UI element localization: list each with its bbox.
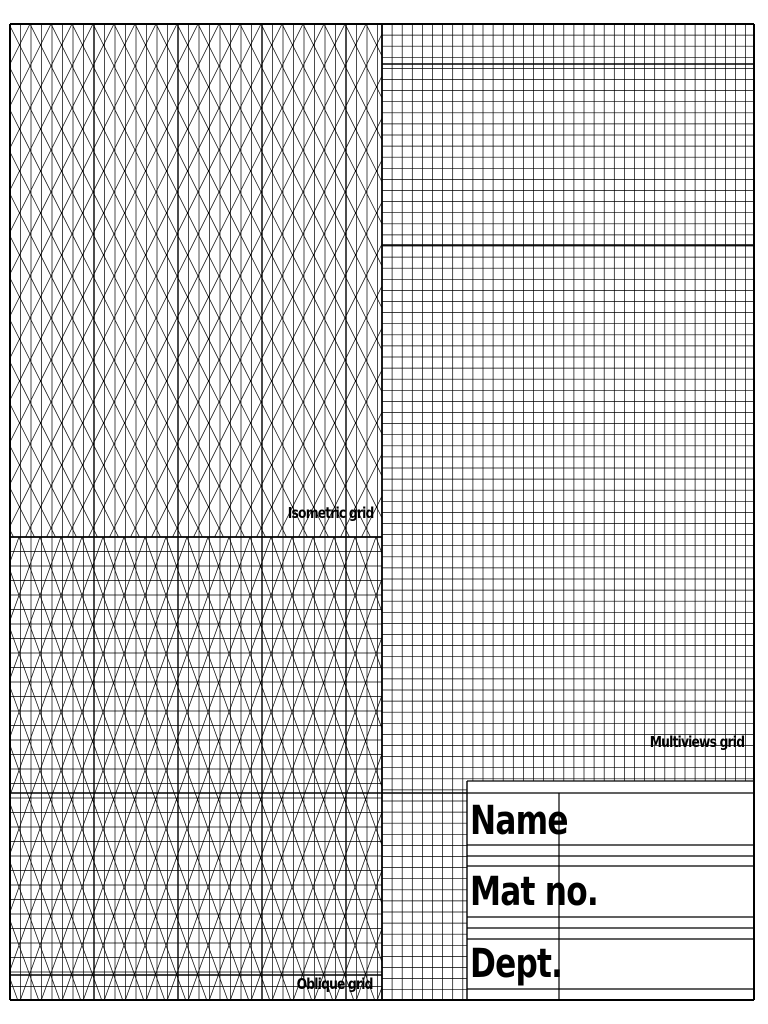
grid-line [166,537,333,1000]
grid-line [26,24,283,537]
multiview-grid-label: Multiviews grid [649,733,744,751]
grid-line [208,537,375,1000]
grid-line [593,24,768,537]
isometric-grid-label: Isometric grid [287,504,373,522]
grid-line [82,537,249,1000]
grid-line [0,24,93,537]
grid-line [198,24,455,537]
grid-line [187,537,354,1000]
grid-line [404,24,661,537]
grid-line [534,24,768,537]
grid-line [194,24,451,537]
oblique-grid-label: Oblique grid [297,975,373,993]
grid-line [744,24,768,537]
grid-line [387,24,644,537]
grid-line [450,24,707,537]
grid-line [145,537,312,1000]
grid-line [173,24,430,537]
grid-line [313,537,480,1000]
grid-line [614,24,768,537]
isometric-grid [0,24,768,537]
grid-line [40,537,207,1000]
grid-line [0,24,30,537]
grid-line [303,24,560,537]
grid-line [314,537,481,1000]
grid-line [152,24,409,537]
grid-line [156,24,413,537]
grid-line [324,24,581,537]
grid-line [30,24,287,537]
grid-line [188,537,355,1000]
grid-line [236,24,493,537]
mat-no-label: Mat no. [470,869,598,915]
grid-line [131,24,388,537]
grid-line [754,537,768,1000]
grid-line [51,24,308,537]
mat-no-field[interactable] [561,868,754,916]
grid-line [341,24,598,537]
grid-line [104,537,271,1000]
grid-line [492,24,749,537]
grid-line [0,537,60,1000]
grid-line [467,24,724,537]
grid-line [47,24,304,537]
grid-line [230,537,397,1000]
grid-line [660,24,768,537]
grid-line [257,24,514,537]
grid-line [429,24,686,537]
grid-line [135,24,392,537]
grid-line [219,24,476,537]
name-label: Name [470,798,568,844]
grid-line [9,24,266,537]
grid-line [250,537,417,1000]
grid-line [282,24,539,537]
grid-line [0,24,240,537]
grid-line [61,537,228,1000]
grid-line [555,24,768,537]
grid-line [103,537,270,1000]
dept-label: Dept. [470,941,563,987]
grid-line [272,537,439,1000]
grid-line [530,24,768,537]
grid-line [702,24,768,537]
grid-line [383,24,640,537]
grid-line [20,537,187,1000]
grid-line [509,24,766,537]
grid-line [513,24,768,537]
grid-line [146,537,313,1000]
grid-line [320,24,577,537]
dept-field[interactable] [561,940,754,988]
grid-line [177,24,434,537]
grid-line [293,537,460,1000]
grid-line [83,537,250,1000]
name-field[interactable] [561,796,754,844]
grid-line [656,24,768,537]
grid-line [229,537,396,1000]
grid-line [0,24,198,537]
grid-line [240,24,497,537]
grid-line [576,24,768,537]
grid-line [68,24,325,537]
grid-line [0,537,144,1000]
grid-line [299,24,556,537]
grid-line [261,24,518,537]
grid-line [72,24,329,537]
grid-line [5,24,262,537]
grid-line [19,537,186,1000]
grid-line [110,24,367,537]
grid-line [471,24,728,537]
grid-line [597,24,768,537]
grid-line [124,537,291,1000]
grid-line [755,537,768,1000]
grid-line [572,24,768,537]
grid-line [292,537,459,1000]
grid-line [125,537,292,1000]
grid-line [0,24,219,537]
grid-line [62,537,229,1000]
grid-line [362,24,619,537]
grid-line [41,537,208,1000]
grid-line [639,24,768,537]
grid-line [209,537,376,1000]
grid-line [408,24,665,537]
grid-line [271,537,438,1000]
grid-line [0,537,166,1000]
grid-line [0,24,9,537]
grid-line [251,537,418,1000]
grid-line [278,24,535,537]
grid-line [89,24,346,537]
grid-line [114,24,371,537]
grid-line [167,537,334,1000]
grid-line [93,24,350,537]
